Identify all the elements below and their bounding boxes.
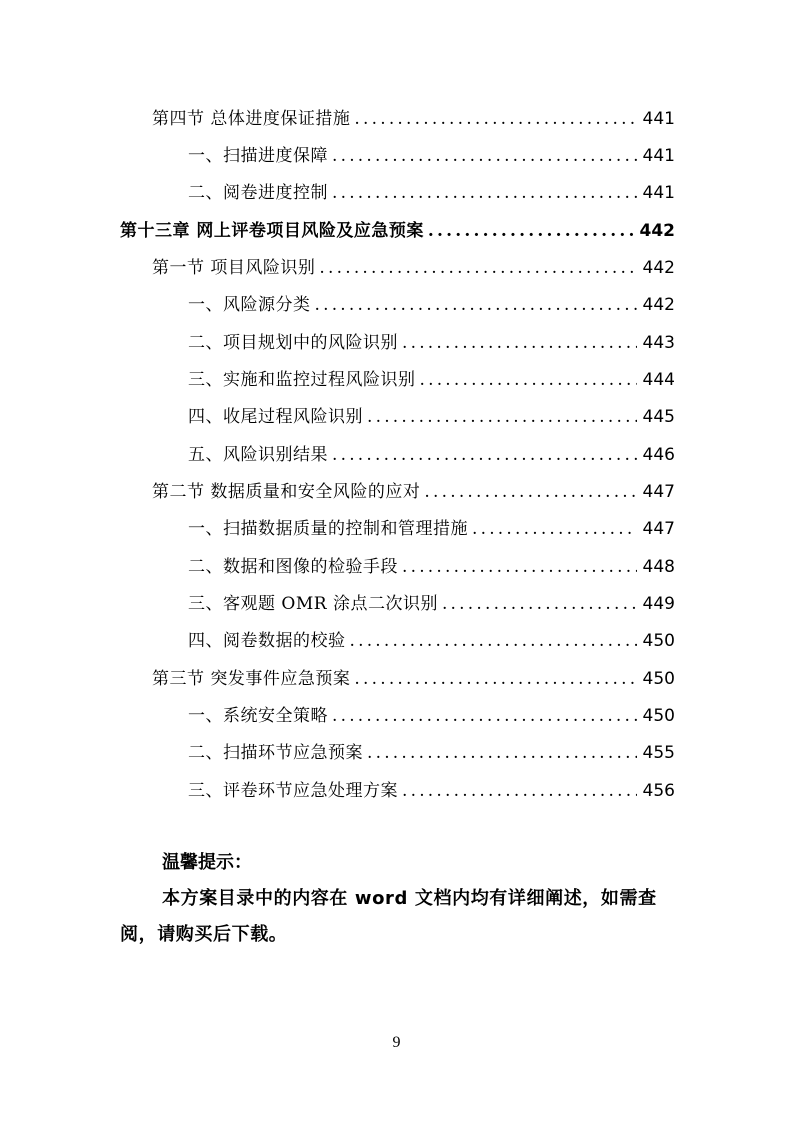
toc-row[interactable]	[152, 104, 675, 134]
toc-title: 一、系统安全策略	[188, 706, 328, 726]
toc-title: 三、评卷环节应急处理方案	[188, 781, 398, 801]
toc-page-number: 442	[642, 295, 675, 315]
toc-title: 第二节 数据质量和安全风险的应对	[152, 482, 421, 502]
toc-leader	[319, 258, 636, 278]
toc-leader	[354, 109, 636, 129]
toc-row[interactable]	[188, 402, 675, 432]
toc-page-number: 445	[642, 407, 675, 427]
toc-page-number: 444	[642, 370, 675, 390]
toc-title: 二、扫描环节应急预案	[188, 743, 363, 763]
toc-page-number: 442	[642, 258, 675, 278]
toc-leader	[420, 370, 637, 390]
toc-leader	[332, 146, 637, 166]
toc-title: 一、扫描进度保障	[188, 146, 328, 166]
toc-row[interactable]	[188, 776, 675, 806]
toc-row[interactable]	[152, 253, 675, 283]
toc-leader	[332, 706, 637, 726]
toc-page-number: 441	[642, 109, 675, 129]
toc-title: 第三节 突发事件应急预案	[152, 669, 351, 689]
toc-leader	[402, 557, 637, 577]
toc-page-number: 456	[642, 781, 675, 801]
toc-row[interactable]	[152, 477, 675, 507]
toc-page-number: 446	[642, 445, 675, 465]
toc-row[interactable]	[188, 589, 675, 619]
toc-title: 第十三章 网上评卷项目风险及应急预案	[120, 221, 424, 241]
toc-page-number: 442	[639, 221, 675, 241]
toc-title: 二、项目规划中的风险识别	[188, 333, 398, 353]
toc-row[interactable]	[188, 141, 675, 171]
toc-title: 三、客观题 OMR 涂点二次识别	[188, 594, 438, 614]
page-number: 9	[392, 1034, 401, 1051]
toc-leader	[367, 743, 637, 763]
toc-leader	[354, 669, 636, 689]
toc-page-number: 447	[642, 519, 675, 539]
toc-row[interactable]	[188, 328, 675, 358]
toc-row[interactable]	[188, 514, 675, 544]
tip-body: 本方案目录中的内容在 word 文档内均有详细阐述，如需查阅，请购买后下载。	[120, 888, 657, 945]
toc-title: 四、收尾过程风险识别	[188, 407, 363, 427]
toc-title: 第一节 项目风险识别	[152, 258, 316, 278]
toc-row[interactable]	[188, 178, 675, 208]
toc-page-number: 450	[642, 706, 675, 726]
toc-title: 二、数据和图像的检验手段	[188, 557, 398, 577]
toc-title: 一、风险源分类	[188, 295, 311, 315]
toc-page-number: 441	[642, 183, 675, 203]
toc-title: 五、风险识别结果	[188, 445, 328, 465]
toc-page-number: 455	[642, 743, 675, 763]
toc-page-number: 441	[642, 146, 675, 166]
toc-row[interactable]	[152, 664, 675, 694]
toc-page-number: 447	[642, 482, 675, 502]
toc-title: 三、实施和监控过程风险识别	[188, 370, 416, 390]
toc-page-number: 443	[642, 333, 675, 353]
toc-row[interactable]	[188, 701, 675, 731]
toc-page-number: 450	[642, 631, 675, 651]
toc-row[interactable]	[188, 290, 675, 320]
toc-leader	[350, 631, 637, 651]
toc-leader	[472, 519, 637, 539]
toc-leader	[332, 183, 637, 203]
toc-leader	[442, 594, 637, 614]
toc-title: 二、阅卷进度控制	[188, 183, 328, 203]
toc-row-chapter[interactable]	[120, 216, 675, 246]
toc-page-number: 449	[642, 594, 675, 614]
toc-leader	[332, 445, 637, 465]
toc-leader	[367, 407, 637, 427]
toc-page-number: 450	[642, 669, 675, 689]
toc-leader	[424, 482, 636, 502]
toc-row[interactable]	[188, 738, 675, 768]
toc-leader	[315, 295, 637, 315]
tip-title: 温馨提示：	[162, 852, 252, 873]
toc-row[interactable]	[188, 365, 675, 395]
toc-row[interactable]	[188, 552, 675, 582]
toc-title: 四、阅卷数据的校验	[188, 631, 346, 651]
tip-block	[120, 845, 675, 953]
toc-title: 第四节 总体进度保证措施	[152, 109, 351, 129]
toc-page-number: 448	[642, 557, 675, 577]
toc-leader	[428, 221, 634, 241]
toc-row[interactable]	[188, 440, 675, 470]
toc-leader	[402, 333, 637, 353]
toc-title: 一、扫描数据质量的控制和管理措施	[188, 519, 468, 539]
toc-row[interactable]	[188, 626, 675, 656]
toc-leader	[402, 781, 637, 801]
